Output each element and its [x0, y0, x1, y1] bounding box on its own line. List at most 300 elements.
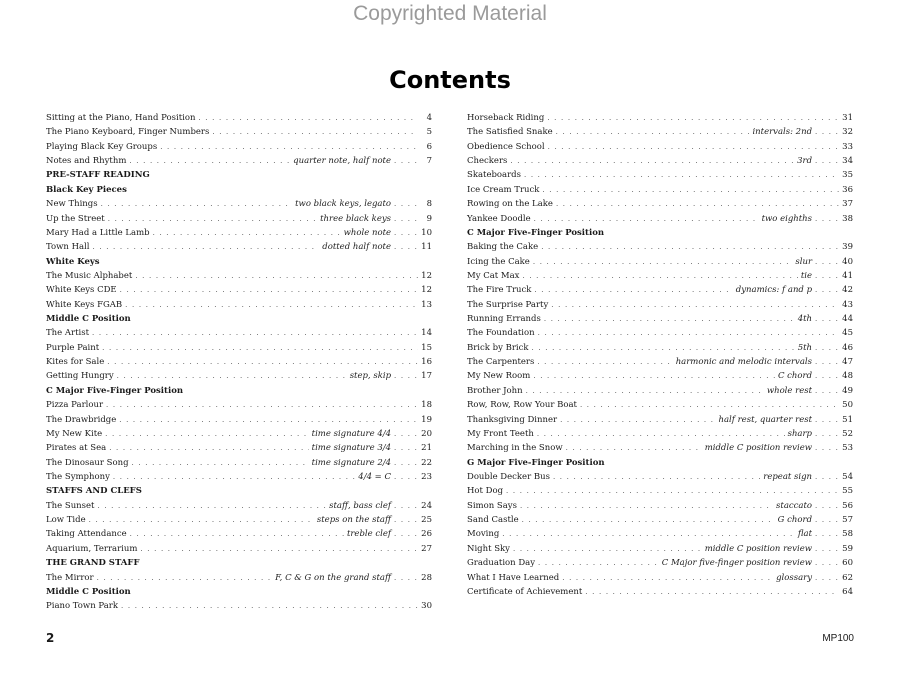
- toc-entry-page: 55: [842, 486, 853, 497]
- toc-entry-title: Purple Paint: [46, 342, 100, 353]
- section-heading: [46, 255, 432, 269]
- toc-entry: [467, 585, 853, 599]
- toc-entry-page: 40: [842, 256, 853, 267]
- section-heading: [467, 456, 853, 470]
- toc-entry-page: 53: [842, 443, 853, 454]
- toc-entry-page: 28: [421, 572, 432, 583]
- dot-leader: [585, 585, 839, 599]
- toc-entry-note: quarter note, half note: [293, 156, 392, 167]
- section-heading: [46, 556, 432, 570]
- toc-entry-title: Horseback Riding: [467, 113, 545, 123]
- toc-entry-title: The Sunset: [46, 500, 95, 511]
- toc-entry-title: Up the Street: [46, 213, 105, 224]
- toc-entry-page: 31: [842, 113, 853, 123]
- toc-entry-title: Row, Row, Row Your Boat: [467, 400, 577, 411]
- toc-entry: [467, 168, 853, 182]
- toc-entry-note: treble clef: [346, 529, 392, 540]
- section-heading-text: C Major Five-Finger Position: [467, 227, 605, 238]
- toc-entry-note: time signature 4/4: [311, 428, 392, 439]
- contents-left-column: [46, 111, 432, 614]
- toc-entry-page: 46: [842, 342, 853, 353]
- toc-entry-title: Mary Had a Little Lamb: [46, 227, 150, 238]
- toc-entry-note: slur: [795, 256, 813, 267]
- dot-leader: [119, 413, 418, 427]
- toc-entry: [467, 513, 853, 527]
- toc-entry: [467, 312, 853, 326]
- toc-entry-page: 7: [426, 156, 432, 167]
- dot-leader: [520, 499, 773, 513]
- toc-entry: [46, 398, 432, 412]
- toc-entry-note: steps on the staff: [316, 515, 392, 526]
- toc-entry-title: My Cat Max: [467, 270, 520, 281]
- section-heading-text: White Keys: [46, 256, 100, 267]
- toc-entry-title: Icing the Cake: [467, 256, 530, 267]
- dot-leader: . . . .: [394, 200, 418, 209]
- toc-entry: [46, 226, 432, 240]
- dot-leader: [130, 527, 344, 541]
- toc-entry-page: 17: [421, 371, 432, 382]
- toc-entry-title: My Front Teeth: [467, 428, 534, 439]
- toc-entry-note: two black keys, legato: [295, 199, 392, 210]
- toc-entry-title: The Foundation: [467, 328, 535, 339]
- section-heading: [46, 168, 432, 182]
- dot-leader: [562, 571, 773, 585]
- toc-entry-note: time signature 2/4: [311, 457, 392, 468]
- toc-entry-note: 4th: [797, 314, 813, 325]
- toc-entry: [467, 527, 853, 541]
- toc-entry-title: The Piano Keyboard, Finger Numbers: [46, 127, 210, 138]
- toc-entry-title: The Fire Truck: [467, 285, 532, 296]
- toc-entry-page: 15: [421, 342, 432, 353]
- toc-entry-note: two eighths: [761, 213, 813, 224]
- toc-entry-title: What I Have Learned: [467, 572, 560, 583]
- dot-leader: . . . .: [815, 257, 839, 266]
- toc-entry-title: The Music Alphabet: [46, 270, 133, 281]
- toc-entry-note: time signature 3/4: [311, 443, 392, 454]
- toc-entry-page: 59: [842, 543, 853, 554]
- toc-entry-page: 50: [842, 400, 853, 411]
- toc-entry-note: F, C & G on the grand staff: [275, 572, 392, 583]
- toc-entry: [467, 212, 853, 226]
- toc-entry-note: three black keys: [320, 213, 392, 224]
- section-heading: [46, 312, 432, 326]
- toc-entry-page: 8: [426, 199, 432, 210]
- toc-entry: [46, 571, 432, 585]
- toc-entry-page: 12: [421, 285, 432, 296]
- toc-entry-title: Brick by Brick: [467, 342, 529, 353]
- toc-entry-page: 47: [842, 357, 853, 368]
- dot-leader: [506, 484, 839, 498]
- toc-entry-title: Rowing on the Lake: [467, 199, 553, 210]
- toc-entry-title: Playing Black Key Groups: [46, 141, 158, 152]
- toc-entry-title: The Carpenters: [467, 357, 535, 368]
- dot-leader: [92, 326, 418, 340]
- dot-leader: [93, 240, 320, 254]
- dot-leader: [140, 542, 418, 556]
- dot-leader: . . . .: [815, 415, 839, 424]
- toc-entry-page: 6: [426, 141, 432, 152]
- toc-entry-title: Certificate of Achievement: [467, 586, 583, 597]
- dot-leader: [532, 341, 795, 355]
- dot-leader: [551, 298, 839, 312]
- toc-entry-page: 21: [421, 443, 432, 454]
- toc-entry-title: Double Decker Bus: [467, 471, 550, 482]
- toc-entry-note: middle C position review: [704, 543, 813, 554]
- toc-entry-page: 48: [842, 371, 853, 382]
- dot-leader: . . . .: [815, 516, 839, 525]
- toc-entry: [467, 183, 853, 197]
- toc-entry-page: 60: [842, 558, 853, 569]
- dot-leader: . . . .: [815, 343, 839, 352]
- page-number: 2: [46, 631, 55, 645]
- toc-entry-title: Checkers: [467, 156, 508, 167]
- toc-entry: [46, 283, 432, 297]
- toc-entry-title: Ice Cream Truck: [467, 184, 540, 195]
- dot-leader: [538, 556, 659, 570]
- toc-entry-title: Yankee Doodle: [467, 213, 531, 224]
- dot-leader: . . . .: [815, 559, 839, 568]
- toc-entry-note: step, skip: [349, 371, 392, 382]
- dot-leader: [212, 125, 418, 139]
- dot-leader: [533, 255, 793, 269]
- toc-entry-title: Notes and Rhythm: [46, 156, 127, 167]
- toc-entry-title: Kites for Sale: [46, 357, 105, 368]
- toc-entry-note: harmonic and melodic intervals: [675, 357, 813, 368]
- section-heading: [46, 585, 432, 599]
- section-heading: [467, 226, 853, 240]
- dot-leader: . . . .: [815, 530, 839, 539]
- dot-leader: . . . .: [815, 472, 839, 481]
- section-heading-text: PRE-STAFF READING: [46, 170, 150, 181]
- toc-entry-title: Hot Dog: [467, 486, 504, 497]
- toc-entry-title: Night Sky: [467, 543, 510, 554]
- dot-leader: [541, 240, 839, 254]
- toc-entry: [467, 341, 853, 355]
- toc-entry-title: Getting Hungry: [46, 371, 114, 382]
- toc-entry-title: New Things: [46, 199, 98, 210]
- toc-entry-page: 36: [842, 184, 853, 195]
- toc-entry-page: 57: [842, 515, 853, 526]
- toc-entry-page: 62: [842, 572, 853, 583]
- toc-entry-title: The Dinosaur Song: [46, 457, 129, 468]
- dot-leader: [522, 513, 775, 527]
- section-heading-text: G Major Five-Finger Position: [467, 457, 605, 468]
- toc-entry-page: 33: [842, 141, 853, 152]
- toc-entry-title: White Keys FGAB: [46, 299, 123, 310]
- toc-entry-title: Skateboards: [467, 170, 521, 181]
- dot-leader: [89, 513, 314, 527]
- toc-entry-note: C Major five-finger position review: [661, 558, 813, 569]
- toc-entry-page: 37: [842, 199, 853, 210]
- toc-entry-page: 23: [421, 471, 432, 482]
- dot-leader: [537, 355, 672, 369]
- dot-leader: . . . .: [815, 386, 839, 395]
- dot-leader: [106, 398, 418, 412]
- section-heading: [46, 183, 432, 197]
- toc-entry-note: 4/4 = C: [358, 471, 392, 482]
- toc-entry: [46, 212, 432, 226]
- toc-entry-title: The Symphony: [46, 471, 110, 482]
- toc-entry-title: Pirates at Sea: [46, 443, 107, 454]
- toc-entry-title: The Satisfied Snake: [467, 127, 553, 138]
- toc-entry: [467, 542, 853, 556]
- dot-leader: [542, 183, 839, 197]
- toc-entry-title: Low Tide: [46, 515, 86, 526]
- section-heading-text: THE GRAND STAFF: [46, 558, 140, 569]
- toc-entry-title: Running Errands: [467, 314, 541, 325]
- toc-entry-title: Sand Castle: [467, 515, 519, 526]
- toc-entry: [46, 542, 432, 556]
- toc-entry: [46, 499, 432, 513]
- section-heading-text: STAFFS AND CLEFS: [46, 486, 142, 497]
- dot-leader: [101, 197, 293, 211]
- dot-leader: [121, 599, 418, 613]
- dot-leader: [510, 154, 794, 168]
- toc-entry-note: C chord: [777, 371, 813, 382]
- dot-leader: . . . .: [815, 315, 839, 324]
- toc-entry: [467, 326, 853, 340]
- copyright-watermark: Copyrighted Material: [353, 2, 547, 25]
- toc-entry: [467, 556, 853, 570]
- toc-entry-title: My New Room: [467, 371, 531, 382]
- dot-leader: . . . .: [394, 429, 418, 438]
- toc-entry: [467, 499, 853, 513]
- toc-entry-title: Piano Town Park: [46, 601, 118, 612]
- toc-entry-note: dynamics: f and p: [735, 285, 813, 296]
- toc-entry: [467, 111, 853, 125]
- toc-entry: [467, 240, 853, 254]
- toc-entry-page: 35: [842, 170, 853, 181]
- toc-entry-note: whole note: [343, 227, 392, 238]
- toc-entry-page: 56: [842, 500, 853, 511]
- toc-entry: [467, 269, 853, 283]
- toc-entry-note: 3rd: [797, 156, 813, 167]
- toc-entry-page: 19: [421, 414, 432, 425]
- toc-entry-title: The Drawbridge: [46, 414, 117, 425]
- toc-entry: [46, 413, 432, 427]
- toc-entry: [46, 527, 432, 541]
- toc-entry: [467, 197, 853, 211]
- dot-leader: [97, 571, 272, 585]
- dot-leader: [120, 283, 418, 297]
- dot-leader: [105, 427, 308, 441]
- toc-entry-page: 25: [421, 515, 432, 526]
- toc-entry-title: My New Kite: [46, 428, 103, 439]
- toc-entry-page: 5: [426, 127, 432, 138]
- dot-leader: [556, 197, 839, 211]
- dot-leader: [556, 125, 750, 139]
- toc-entry-page: 41: [842, 270, 853, 281]
- toc-entry-title: Simon Says: [467, 500, 517, 511]
- toc-entry-title: Aquarium, Terrarium: [46, 543, 138, 554]
- toc-entry: [46, 298, 432, 312]
- toc-entry-title: Baking the Cake: [467, 242, 539, 253]
- toc-entry-note: staccato: [776, 500, 813, 511]
- toc-entry-page: 51: [842, 414, 853, 425]
- toc-entry: [46, 599, 432, 613]
- toc-entry-page: 22: [421, 457, 432, 468]
- toc-entry: [467, 140, 853, 154]
- toc-entry: [46, 269, 432, 283]
- toc-entry-note: sharp: [787, 428, 813, 439]
- toc-entry-page: 54: [842, 471, 853, 482]
- dot-leader: . . . .: [394, 472, 418, 481]
- toc-entry: [46, 456, 432, 470]
- toc-entry-title: The Surprise Party: [467, 299, 549, 310]
- toc-entry-page: 14: [421, 328, 432, 339]
- dot-leader: . . . .: [815, 444, 839, 453]
- toc-entry-title: The Mirror: [46, 572, 94, 583]
- toc-entry-page: 12: [421, 270, 432, 281]
- dot-leader: [129, 154, 290, 168]
- toc-entry: [467, 283, 853, 297]
- dot-leader: [513, 542, 702, 556]
- dot-leader: [113, 470, 355, 484]
- dot-leader: . . . .: [394, 157, 418, 166]
- dot-leader: . . . .: [394, 372, 418, 381]
- dot-leader: [560, 413, 715, 427]
- toc-entry-page: 39: [842, 242, 853, 253]
- toc-entry-note: flat: [797, 529, 813, 540]
- toc-entry-page: 49: [842, 385, 853, 396]
- toc-entry-page: 9: [426, 213, 432, 224]
- product-code: MP100: [822, 633, 854, 644]
- toc-entry: [467, 470, 853, 484]
- toc-entry-page: 26: [421, 529, 432, 540]
- dot-leader: [102, 341, 418, 355]
- dot-leader: [135, 269, 418, 283]
- toc-entry: [467, 384, 853, 398]
- toc-entry: [46, 369, 432, 383]
- dot-leader: . . . .: [815, 573, 839, 582]
- toc-entry-page: 58: [842, 529, 853, 540]
- dot-leader: [538, 326, 839, 340]
- toc-entry-page: 64: [842, 586, 853, 597]
- toc-entry-title: Taking Attendance: [46, 529, 127, 540]
- toc-entry-page: 34: [842, 156, 853, 167]
- dot-leader: [97, 499, 326, 513]
- dot-leader: [502, 527, 795, 541]
- dot-leader: . . . .: [815, 128, 839, 137]
- toc-entry: [46, 111, 432, 125]
- dot-leader: [553, 470, 760, 484]
- dot-leader: . . . .: [815, 271, 839, 280]
- toc-entry-page: 44: [842, 314, 853, 325]
- dot-leader: [160, 140, 418, 154]
- dot-leader: [544, 312, 795, 326]
- toc-entry: [467, 427, 853, 441]
- toc-entry: [46, 197, 432, 211]
- toc-entry: [467, 298, 853, 312]
- toc-entry-note: 5th: [797, 342, 813, 353]
- toc-entry-page: 45: [842, 328, 853, 339]
- toc-entry-note: whole rest: [766, 385, 813, 396]
- dot-leader: [533, 369, 775, 383]
- dot-leader: . . . .: [394, 501, 418, 510]
- toc-entry: [46, 441, 432, 455]
- dot-leader: . . . .: [394, 573, 418, 582]
- section-heading: [46, 484, 432, 498]
- section-heading-text: Middle C Position: [46, 586, 131, 597]
- toc-entry-page: 42: [842, 285, 853, 296]
- toc-entry-title: Moving: [467, 529, 500, 540]
- section-heading: [46, 384, 432, 398]
- dot-leader: [198, 111, 418, 125]
- toc-entry: [467, 125, 853, 139]
- toc-entry-note: glossary: [776, 572, 813, 583]
- toc-entry: [46, 125, 432, 139]
- dot-leader: [522, 269, 797, 283]
- toc-entry-page: 18: [421, 400, 432, 411]
- section-heading-text: C Major Five-Finger Position: [46, 385, 184, 396]
- dot-leader: [547, 111, 839, 125]
- toc-entry: [467, 369, 853, 383]
- toc-entry: [467, 398, 853, 412]
- dot-leader: [580, 398, 839, 412]
- dot-leader: . . . .: [394, 444, 418, 453]
- toc-entry-title: Graduation Day: [467, 558, 536, 569]
- dot-leader: [566, 441, 702, 455]
- dot-leader: [524, 168, 839, 182]
- toc-entry-title: Pizza Parlour: [46, 400, 104, 411]
- toc-entry: [467, 355, 853, 369]
- toc-entry-page: 11: [421, 242, 432, 253]
- toc-entry-title: The Artist: [46, 328, 89, 339]
- toc-entry-title: Sitting at the Piano, Hand Position: [46, 113, 196, 123]
- dot-leader: [548, 140, 839, 154]
- dot-leader: . . . .: [815, 501, 839, 510]
- toc-entry-title: Obedience School: [467, 141, 545, 152]
- dot-leader: [108, 212, 317, 226]
- dot-leader: . . . .: [815, 214, 839, 223]
- toc-entry-note: half rest, quarter rest: [718, 414, 813, 425]
- toc-entry: [46, 470, 432, 484]
- toc-entry-page: 16: [421, 357, 432, 368]
- toc-entry: [46, 427, 432, 441]
- toc-entry-page: 43: [842, 299, 853, 310]
- toc-entry-note: dotted half note: [322, 242, 392, 253]
- dot-leader: . . . .: [394, 228, 418, 237]
- dot-leader: . . . .: [815, 358, 839, 367]
- toc-entry-page: 4: [426, 113, 432, 123]
- toc-entry-note: staff, bass clef: [329, 500, 392, 511]
- toc-entry: [467, 255, 853, 269]
- page-title: Contents: [389, 66, 511, 94]
- toc-entry: [467, 154, 853, 168]
- section-heading-text: Middle C Position: [46, 314, 131, 325]
- toc-entry-page: 30: [421, 601, 432, 612]
- toc-entry-note: tie: [800, 270, 813, 281]
- toc-entry-note: G chord: [777, 515, 813, 526]
- toc-entry: [467, 484, 853, 498]
- dot-leader: [132, 456, 309, 470]
- toc-entry-page: 52: [842, 428, 853, 439]
- dot-leader: . . . .: [815, 544, 839, 553]
- dot-leader: . . . .: [394, 214, 418, 223]
- dot-leader: [526, 384, 764, 398]
- dot-leader: . . . .: [394, 530, 418, 539]
- dot-leader: [109, 441, 308, 455]
- toc-entry: [46, 355, 432, 369]
- dot-leader: [153, 226, 341, 240]
- section-heading-text: Black Key Pieces: [46, 184, 127, 195]
- dot-leader: [537, 427, 785, 441]
- dot-leader: [117, 369, 347, 383]
- dot-leader: . . . .: [394, 243, 418, 252]
- toc-entry: [46, 154, 432, 168]
- toc-entry-title: Marching in the Snow: [467, 443, 563, 454]
- toc-entry-page: 27: [421, 543, 432, 554]
